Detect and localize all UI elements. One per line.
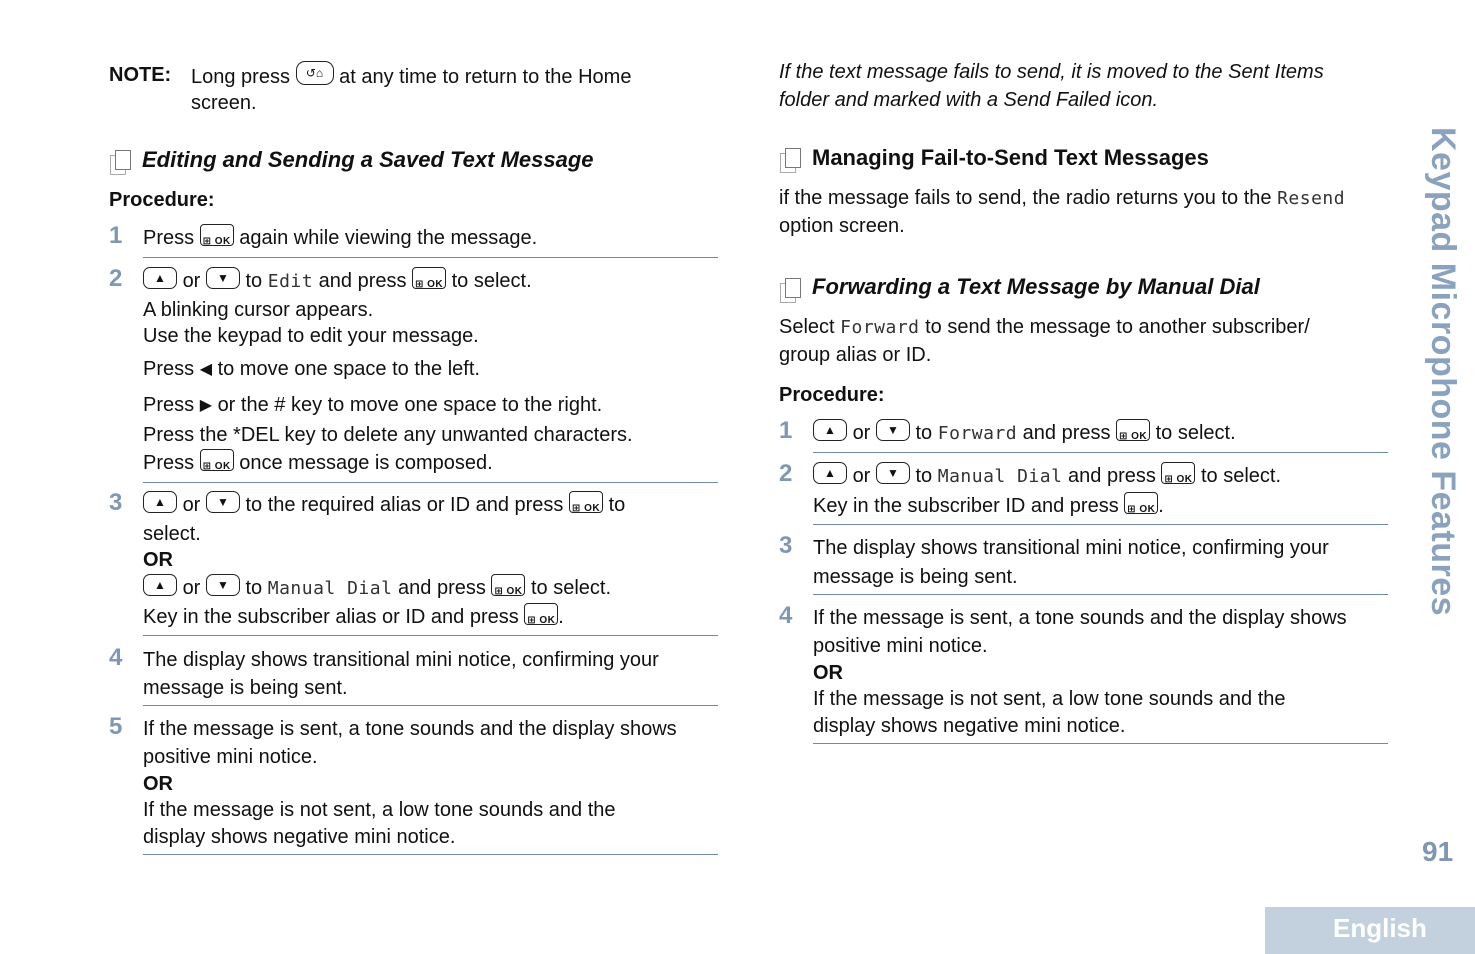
menu-item-forward: Forward xyxy=(937,423,1018,444)
fail-to-send-line-1: if the message fails to send, the radio returns you to the Resend xyxy=(779,187,1346,209)
up-key-icon: ▲ xyxy=(813,462,847,484)
step-2-line-1: ▲ or ▼ to Edit and press ⊞ OK to select. xyxy=(143,267,532,296)
up-key-icon: ▲ xyxy=(813,419,847,441)
r-step-4-line-4: If the message is not sent, a low tone sounds and the xyxy=(813,688,1286,710)
ok-key-icon: ⊞ OK xyxy=(1124,492,1158,514)
up-key-icon: ▲ xyxy=(143,574,177,596)
r-step-4-line-5: display shows negative mini notice. xyxy=(813,715,1126,737)
step-5-line-5: display shows negative mini notice. xyxy=(143,826,456,848)
or-label: OR xyxy=(143,773,173,795)
procedure-label: Procedure: xyxy=(109,189,215,211)
step-divider xyxy=(813,524,1388,525)
note-block xyxy=(109,61,171,89)
intro-line-1: If the text message fails to send, it is moved to the Sent Items xyxy=(779,61,1324,83)
step-divider xyxy=(143,257,718,258)
step-2-line-2: A blinking cursor appears. xyxy=(143,299,374,321)
menu-item-resend: Resend xyxy=(1277,188,1346,209)
menu-item-forward: Forward xyxy=(840,317,920,338)
down-key-icon: ▼ xyxy=(876,419,910,441)
down-key-icon: ▼ xyxy=(206,574,240,596)
step-divider xyxy=(813,452,1388,453)
step-2-line-4: Press ◀ to move one space to the left. xyxy=(143,355,480,384)
ok-key-icon: ⊞ OK xyxy=(491,574,525,596)
step-divider xyxy=(813,743,1388,744)
forwarding-line-1: Select Forward to send the message to another subscriber/ xyxy=(779,316,1310,338)
step-number: 3 xyxy=(779,532,793,559)
or-label: OR xyxy=(813,662,843,684)
ok-key-icon: ⊞ OK xyxy=(524,603,558,625)
down-key-icon: ▼ xyxy=(876,462,910,484)
menu-item-edit: Edit xyxy=(267,271,314,292)
step-2-line-5: Press ▶ or the # key to move one space to the right. xyxy=(143,391,602,420)
step-1-text: Press ⊞ OK again while viewing the message. xyxy=(143,224,537,252)
step-divider xyxy=(813,594,1388,595)
fail-to-send-line-2: option screen. xyxy=(779,215,905,237)
document-icon xyxy=(785,148,801,168)
step-number: 1 xyxy=(109,222,123,249)
step-5-line-2: positive mini notice. xyxy=(143,746,318,768)
step-4-line-1: The display shows transitional mini notice, confirming your xyxy=(143,649,659,671)
back-home-key-icon: ↺⌂ xyxy=(296,61,334,85)
r-step-3-line-1: The display shows transitional mini notice, confirming your xyxy=(813,537,1329,559)
ok-key-icon: ⊞ OK xyxy=(200,224,234,246)
right-arrow-icon: ▶ xyxy=(199,397,212,414)
step-number: 2 xyxy=(109,265,123,292)
down-key-icon: ▼ xyxy=(206,491,240,513)
step-divider xyxy=(143,854,718,855)
document-icon xyxy=(785,278,801,298)
language-tab xyxy=(1265,907,1475,954)
step-divider xyxy=(143,705,718,706)
procedure-label: Procedure: xyxy=(779,384,885,406)
note-text: at any time to return to the Home xyxy=(339,66,632,88)
ok-key-icon: ⊞ OK xyxy=(1116,419,1150,441)
r-step-3-line-2: message is being sent. xyxy=(813,566,1018,588)
note-label: NOTE: xyxy=(109,64,172,86)
step-5-line-1: If the message is sent, a tone sounds and the display shows xyxy=(143,718,677,740)
ok-key-icon: ⊞ OK xyxy=(1161,462,1195,484)
step-4-line-2: message is being sent. xyxy=(143,677,348,699)
left-arrow-icon: ◀ xyxy=(199,361,212,378)
step-2-line-3: Use the keypad to edit your message. xyxy=(143,325,479,347)
menu-item-manual-dial: Manual Dial xyxy=(267,578,393,599)
language-label: English xyxy=(1333,913,1427,943)
r-step-4-line-2: positive mini notice. xyxy=(813,635,988,657)
menu-item-manual-dial: Manual Dial xyxy=(937,466,1063,487)
r-step-1-line-1: ▲ or ▼ to Forward and press ⊞ OK to select. xyxy=(813,419,1236,448)
step-3-line-4: ▲ or ▼ to Manual Dial and press ⊞ OK to select. xyxy=(143,574,611,603)
page-number: 91 xyxy=(1422,836,1454,867)
ok-key-icon: ⊞ OK xyxy=(200,449,234,471)
or-label: OR xyxy=(143,549,173,571)
section-title-fail-to-send: Managing Fail-to-Send Text Messages xyxy=(812,145,1209,170)
ok-key-icon: ⊞ OK xyxy=(569,491,603,513)
step-3-line-1: ▲ or ▼ to the required alias or ID and press ⊞ OK to xyxy=(143,491,625,519)
section-title-forwarding: Forwarding a Text Message by Manual Dial xyxy=(812,274,1260,299)
ok-key-icon: ⊞ OK xyxy=(412,267,446,289)
forwarding-line-2: group alias or ID. xyxy=(779,344,932,366)
r-step-2-line-1: ▲ or ▼ to Manual Dial and press ⊞ OK to select. xyxy=(813,462,1281,491)
section-title-editing: Editing and Sending a Saved Text Message xyxy=(142,147,594,172)
step-number: 4 xyxy=(109,644,123,671)
step-number: 2 xyxy=(779,460,793,487)
down-key-icon: ▼ xyxy=(206,267,240,289)
r-step-4-line-1: If the message is sent, a tone sounds and the display shows xyxy=(813,607,1347,629)
step-2-line-7: Press ⊞ OK once message is composed. xyxy=(143,449,493,477)
step-number: 1 xyxy=(779,417,793,444)
intro-line-2: folder and marked with a Send Failed icon. xyxy=(779,89,1159,111)
step-number: 3 xyxy=(109,489,123,516)
r-step-2-line-2: Key in the subscriber ID and press ⊞ OK . xyxy=(813,492,1164,520)
up-key-icon: ▲ xyxy=(143,267,177,289)
step-5-line-4: If the message is not sent, a low tone sounds and the xyxy=(143,799,616,821)
step-divider xyxy=(143,482,718,483)
note-line-1 xyxy=(191,61,631,91)
document-icon xyxy=(115,150,131,170)
note-line-2: screen. xyxy=(191,92,257,114)
step-3-line-2: select. xyxy=(143,523,201,545)
chapter-side-title: Keypad Microphone Features xyxy=(1424,127,1462,617)
note-text: Long press xyxy=(191,66,290,88)
step-number: 5 xyxy=(109,713,123,740)
step-3-line-5: Key in the subscriber alias or ID and press ⊞ OK . xyxy=(143,603,564,631)
step-2-line-6: Press the *DEL key to delete any unwanted characters. xyxy=(143,424,633,446)
up-key-icon: ▲ xyxy=(143,491,177,513)
step-number: 4 xyxy=(779,602,793,629)
step-divider xyxy=(143,635,718,636)
